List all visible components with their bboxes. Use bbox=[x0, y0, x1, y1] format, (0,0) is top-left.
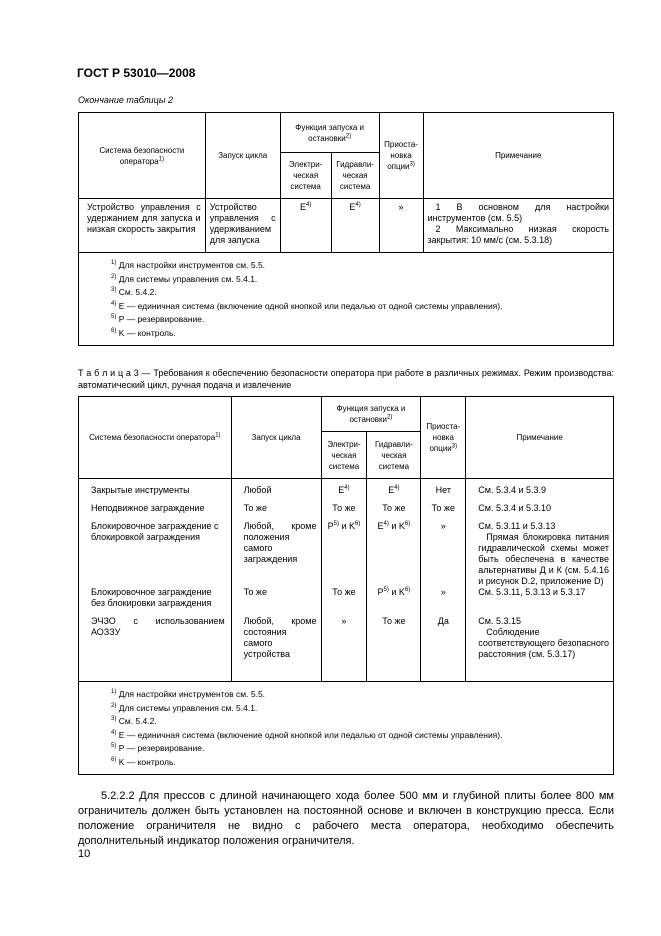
footnote: $^{3)}$ См. 5.4.2. bbox=[111, 287, 157, 297]
footnote: $^{1)}$ Для настройки инструментов см. 5.5. bbox=[111, 260, 266, 270]
page-number: 10 bbox=[78, 848, 91, 860]
footnote: $^{5)}$ P — резервирование. bbox=[111, 743, 205, 753]
table3-header-cycle: Запуск цикла bbox=[231, 397, 321, 479]
document-header: ГОСТ Р 53010—2008 bbox=[77, 66, 196, 80]
table3-header-hydraulic: Гидравли- ческая система bbox=[367, 432, 421, 479]
table2-header-system: Система безопасности оператора$^{1)}$ bbox=[79, 113, 206, 199]
table3-header-system: Система безопасности оператора$^{1)}$ bbox=[79, 397, 232, 479]
table3-col-system bbox=[79, 479, 232, 682]
table2-header-note: Примечание bbox=[423, 113, 613, 199]
table3-body bbox=[79, 479, 614, 682]
footnote: $^{3)}$ См. 5.4.2. bbox=[111, 716, 157, 726]
table3-col-stop: Нет То же » » Да bbox=[421, 479, 466, 682]
table3-header-electric: Электри- ческая система bbox=[321, 432, 367, 479]
table3-col-hydraulic: $E^{4)}$ То же $E^{4)}$ и $K^{6)}$ $P^{5)}$ и $K^{6)}$ То же bbox=[367, 479, 421, 682]
table2-cell-hydraulic: $E^{4)}$ bbox=[331, 199, 379, 253]
footnote: $^{4)}$ E — единичная система (включение одной кнопкой или педалью от одной системы управления). bbox=[111, 300, 503, 311]
footnote: $^{1)}$ Для настройки инструментов см. 5.5. bbox=[111, 689, 266, 699]
table3-header-function: Функция запуска и остановки$^{2)}$ bbox=[321, 397, 421, 432]
table-row bbox=[79, 199, 614, 253]
table3-title: Т а б л и ц а 3 — Требования к обеспечению безопасности оператора при работе в различных режимах. Режим производства: автоматический цикл, ручная подача и извлечение bbox=[78, 368, 614, 390]
table2-header-hydraulic: Гидравли- ческая система bbox=[331, 153, 379, 199]
table2-header-electric: Электри- ческая система bbox=[280, 153, 331, 199]
table-row: Закрытые инструменты bbox=[91, 485, 190, 495]
footnote: $^{6)}$ K — контроль. bbox=[111, 327, 176, 338]
table3-header-stop: Приоста- новка опции$^{3)}$ bbox=[421, 397, 466, 479]
table2-cell-system: Устройство управления с удержанием для запуска и низкая скорость закрытия bbox=[79, 199, 206, 253]
body-paragraph: 5.2.2.2 Для прессов с длиной начинающего хода более 500 мм и глубиной плиты более 800 мм ограничитель должен быть установлен на постоянной основе и включен в конструкцию пресса. Если положение ограничителя не видно с рабочего места оператора, необходимо обеспечить дополнительный индикатор положения ограничителя. bbox=[78, 790, 614, 847]
table-row: Блокировочное заграждение без блокировки заграждения bbox=[91, 587, 212, 608]
table3-footnotes bbox=[79, 682, 614, 775]
table-row: Блокировочное заграждение с блокировкой заграждения bbox=[91, 521, 219, 542]
table-row: ЭЧЗО с использованием АОЗЗУ bbox=[91, 616, 225, 637]
table2-caption: Окончание таблицы 2 bbox=[78, 95, 173, 105]
table3-col-electric: $E^{4)}$ То же $P^{5)}$ и $K^{6)}$ То же » bbox=[321, 479, 367, 682]
table2-header-stop: Приоста- новка опции$^{3)}$ bbox=[379, 113, 423, 199]
table-row: Неподвижное заграждение bbox=[91, 503, 205, 513]
footnote: $^{6)}$ K — контроль. bbox=[111, 756, 176, 767]
table2-cell-cycle: Устройство управления с удерживанием для запуска bbox=[205, 199, 280, 253]
table3-col-note: См. 5.3.4 и 5.3.9 См. 5.3.4 и 5.3.10 См. 5.3.11 и 5.3.13 Прямая блокировка питания гидравлической схемы может быть обеспечена в качестве альтернативы Д и К (см. 5.4.16 и рисунок D.2, приложение D) См. 5.3.11, 5.3.13 и 5.3.17 См. 5.3.15 Соблюдение соответствующего безопасного расстояния (см. 5.3.17) bbox=[466, 479, 614, 682]
table2-cell-stop: » bbox=[379, 199, 423, 253]
table2-cell-note: 1 В основном для настройки инструментов (см. 5.5) 2 Максимально низкая скорость закрытия: 10 мм/с (см. 5.3.18) bbox=[423, 199, 613, 253]
table3 bbox=[78, 396, 614, 775]
table2-footnotes bbox=[79, 253, 614, 346]
table2-header-cycle: Запуск цикла bbox=[205, 113, 280, 199]
table2-cell-electric: $E^{4)}$ bbox=[280, 199, 331, 253]
footnote: $^{2)}$ Для системы управления см. 5.4.1. bbox=[111, 273, 258, 284]
table3-header-note: Примечание bbox=[466, 397, 614, 479]
footnote: $^{5)}$ P — резервирование. bbox=[111, 314, 205, 324]
footnote: $^{2)}$ Для системы управления см. 5.4.1. bbox=[111, 702, 258, 713]
table3-col-cycle: Любой То же Любой, кроме положения самого заграждения То же Любой, кроме состояния самого устройства bbox=[231, 479, 321, 682]
table2 bbox=[78, 112, 614, 346]
footnote: $^{4)}$ E — единичная система (включение одной кнопкой или педалью от одной системы управления). bbox=[111, 729, 503, 740]
table2-header-function: Функция запуска и остановки$^{2)}$ bbox=[280, 113, 379, 153]
